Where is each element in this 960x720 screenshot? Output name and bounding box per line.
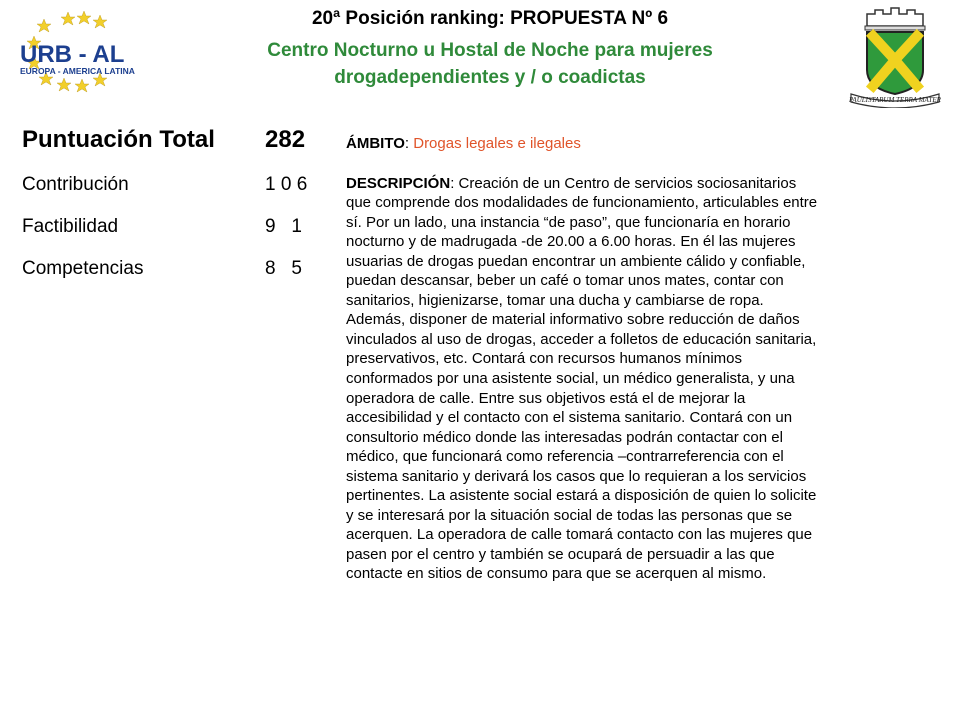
scores-table [22, 126, 322, 300]
desc-line: DESCRIPCIÓN: Creación de un Centro de servicios sociosanitarios [346, 174, 797, 192]
score-row-competencias [22, 258, 322, 300]
desc-line: consultorio médico donde las interesadas podrán contactar con el [346, 428, 783, 446]
desc-line: contacte en sitios de consumo para que se acerquen al mismo. [346, 565, 767, 583]
score-value: 9 1 [265, 216, 302, 237]
score-row-total [22, 126, 322, 174]
score-row-factibilidad [22, 216, 322, 258]
desc-line: preservativos, etc. Contará con recursos humanos mínimos [346, 350, 742, 368]
descripcion-key: DESCRIPCIÓN [346, 174, 451, 192]
desc-line: vinculados al uso de drogas, acceder a folletos de educación sanitaria, [346, 330, 817, 348]
desc-line: accesibilidad y el contacto con el sistema sanitario. Contará con un [346, 409, 793, 427]
score-label: Contribución [22, 174, 129, 195]
desc-line: Además, disponer de material informativo sobre reducción de daños [346, 311, 800, 329]
score-row-contribucion [22, 174, 322, 216]
score-label: Puntuación Total [22, 126, 215, 153]
score-label: Competencias [22, 258, 144, 279]
crown-icon [867, 8, 923, 26]
ambito-key: ÁMBITO [346, 135, 405, 152]
desc-line: y se interesará por la situación social de todas las personas que se [346, 506, 793, 524]
desc-line: usuarias de drogas puedan encontrar un ambiente cálido y confiable, [346, 252, 806, 270]
proposal-details [346, 134, 946, 584]
desc-line: pasen por el centro y también se ocupará de persuadir a las que [346, 545, 775, 563]
page-subtitle-line1: Centro Nocturno u Hostal de Noche para mujeres [267, 40, 713, 61]
score-value: 282 [265, 126, 306, 153]
desc-line: nocturno y de madrugada -de 20.00 a 6.00 horas. En él las mujeres [346, 233, 796, 251]
city-crest-icon [845, 4, 945, 108]
page-title: 20ª Posición ranking: PROPUESTA Nº 6 [311, 8, 669, 29]
logo-text: URB - AL [20, 41, 125, 68]
ambito-value: Drogas legales e ilegales [413, 135, 581, 152]
desc-line: sí. Por un lado, una instancia “de paso”, que funcionaría en horario [346, 213, 791, 231]
descripcion-text [346, 174, 946, 584]
logo-subtext: EUROPA - AMERICA LATINA [20, 66, 135, 76]
crest-motto: PAULISTARUM TERRA MATER [849, 96, 941, 104]
desc-line: sistema sanitario y derivará los casos que lo requieran a los servicios [346, 467, 807, 485]
desc-line: conformados por una asistente social, un médico generalista, y una [346, 370, 795, 388]
score-value: 1 0 6 [265, 174, 308, 195]
desc-line: que comprende dos modalidades de funcionamiento, articulables entre [346, 194, 818, 212]
desc-line: puedan descansar, beber un café o tomar unos mates, contar con [346, 272, 784, 290]
score-value: 8 5 [265, 258, 302, 279]
desc-line: médico, que funcionará como referencia –contrarreferencia con el [346, 448, 784, 466]
desc-line: operadora de calle. Entre sus objetivos está el de mejorar la [346, 389, 746, 407]
score-label: Factibilidad [22, 216, 119, 237]
urbal-logo [18, 10, 158, 94]
desc-line: pertinentes. La asistente social estará a disposición de quien lo solicite [346, 487, 817, 505]
desc-line: sanitarios, higienizarse, tomar una ducha y cambiarse de ropa. [346, 291, 764, 309]
desc-line: acerquen. La operadora de calle tomará contacto con las mujeres que [346, 526, 813, 544]
ambito-separator: : [404, 135, 414, 152]
ambito-line [346, 134, 946, 154]
page-subtitle-line2: drogadependientes y / o coadictas [334, 67, 646, 88]
